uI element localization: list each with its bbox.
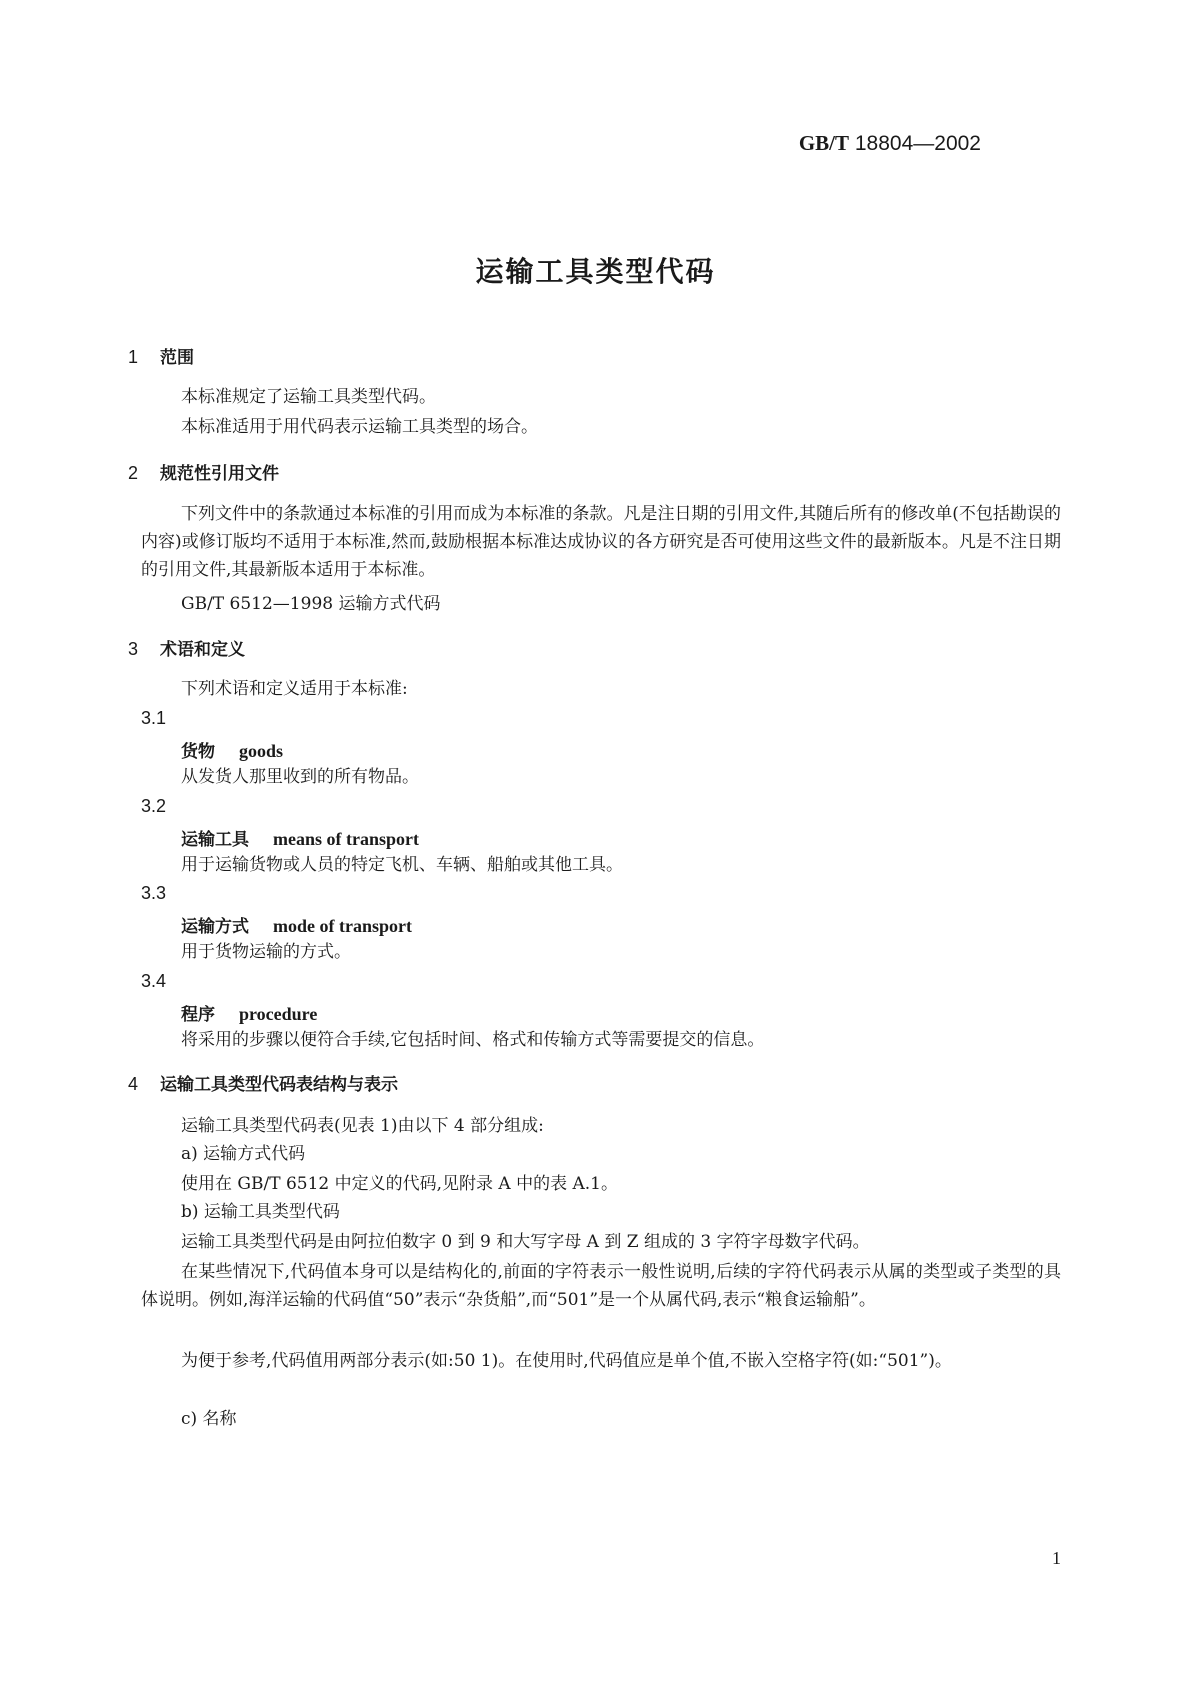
paragraph: 下列术语和定义适用于本标准: xyxy=(181,679,408,699)
term-zh: 货物 xyxy=(181,742,215,762)
term-definition: 用于运输货物或人员的特定飞机、车辆、船舶或其他工具。 xyxy=(181,855,623,875)
term-definition: 用于货物运输的方式。 xyxy=(181,942,351,962)
term-number: 3.2 xyxy=(141,796,167,816)
term-zh: 程序 xyxy=(181,1005,215,1025)
term-en: procedure xyxy=(239,1004,318,1024)
normative-reference: GB/T 6512—1998 运输方式代码 xyxy=(181,594,441,614)
section-number: 4 xyxy=(128,1074,139,1094)
list-item-b: b) 运输工具类型代码 xyxy=(181,1202,340,1222)
list-item-a: a) 运输方式代码 xyxy=(181,1144,306,1164)
paragraph: 在某些情况下,代码值本身可以是结构化的,前面的字符表示一般性说明,后续的字符代码表示从属的类型或子类型的具体说明。例如,海洋运输的代码值“50”表示“杂货船”,而“501”是一个从属代码,表示“粮食运输船”。 xyxy=(141,1262,1061,1310)
term-number: 3.3 xyxy=(141,883,167,903)
section-title: 运输工具类型代码表结构与表示 xyxy=(160,1075,398,1095)
term-heading xyxy=(181,912,412,937)
term-en: goods xyxy=(239,741,284,761)
term-number: 3.1 xyxy=(141,708,167,728)
term-heading xyxy=(181,1000,317,1025)
section-1-heading xyxy=(128,343,194,368)
page-title: 运输工具类型代码 xyxy=(475,255,716,288)
term-heading xyxy=(181,737,283,762)
paragraph: 本标准规定了运输工具类型代码。 xyxy=(181,387,436,407)
std-prefix: GB/T xyxy=(798,131,850,155)
section-3-heading xyxy=(128,635,245,660)
list-item-c: c) 名称 xyxy=(181,1409,237,1429)
term-en: mode of transport xyxy=(273,916,412,936)
std-number: 18804—2002 xyxy=(854,132,981,155)
paragraph: 下列文件中的条款通过本标准的引用而成为本标准的条款。凡是注日期的引用文件,其随后所有的修改单(不包括勘误的内容)或修订版均不适用于本标准,然而,鼓励根据本标准达成协议的各方研究是否可使用这些文件的最新版本。凡是不注日期的引用文件,其最新版本适用于本标准。 xyxy=(141,504,1061,580)
section-title: 规范性引用文件 xyxy=(160,464,279,484)
paragraph: 本标准适用于用代码表示运输工具类型的场合。 xyxy=(181,417,538,437)
section-number: 3 xyxy=(128,639,139,659)
paragraph: 为便于参考,代码值用两部分表示(如:50 1)。在使用时,代码值应是单个值,不嵌入空格字符(如:“501”)。 xyxy=(181,1351,952,1371)
page-number: 1 xyxy=(1052,1548,1061,1568)
section-2-heading xyxy=(128,459,279,484)
paragraph: 使用在 GB/T 6512 中定义的代码,见附录 A 中的表 A.1。 xyxy=(181,1174,619,1194)
section-title: 术语和定义 xyxy=(160,640,245,660)
section-4-heading xyxy=(128,1070,398,1095)
standard-number xyxy=(799,131,981,156)
section-number: 1 xyxy=(128,347,139,367)
paragraph: 运输工具类型代码表(见表 1)由以下 4 部分组成: xyxy=(181,1116,544,1136)
term-zh: 运输工具 xyxy=(181,830,249,850)
term-zh: 运输方式 xyxy=(181,917,249,937)
term-definition: 将采用的步骤以便符合手续,它包括时间、格式和传输方式等需要提交的信息。 xyxy=(181,1030,765,1050)
paragraph: 运输工具类型代码是由阿拉伯数字 0 到 9 和大写字母 A 到 Z 组成的 3 字符字母数字代码。 xyxy=(181,1232,870,1252)
term-en: means of transport xyxy=(273,829,419,849)
term-heading xyxy=(181,825,419,850)
section-number: 2 xyxy=(128,463,139,483)
section-title: 范围 xyxy=(160,348,194,368)
term-number: 3.4 xyxy=(141,971,167,991)
term-definition: 从发货人那里收到的所有物品。 xyxy=(181,767,419,787)
